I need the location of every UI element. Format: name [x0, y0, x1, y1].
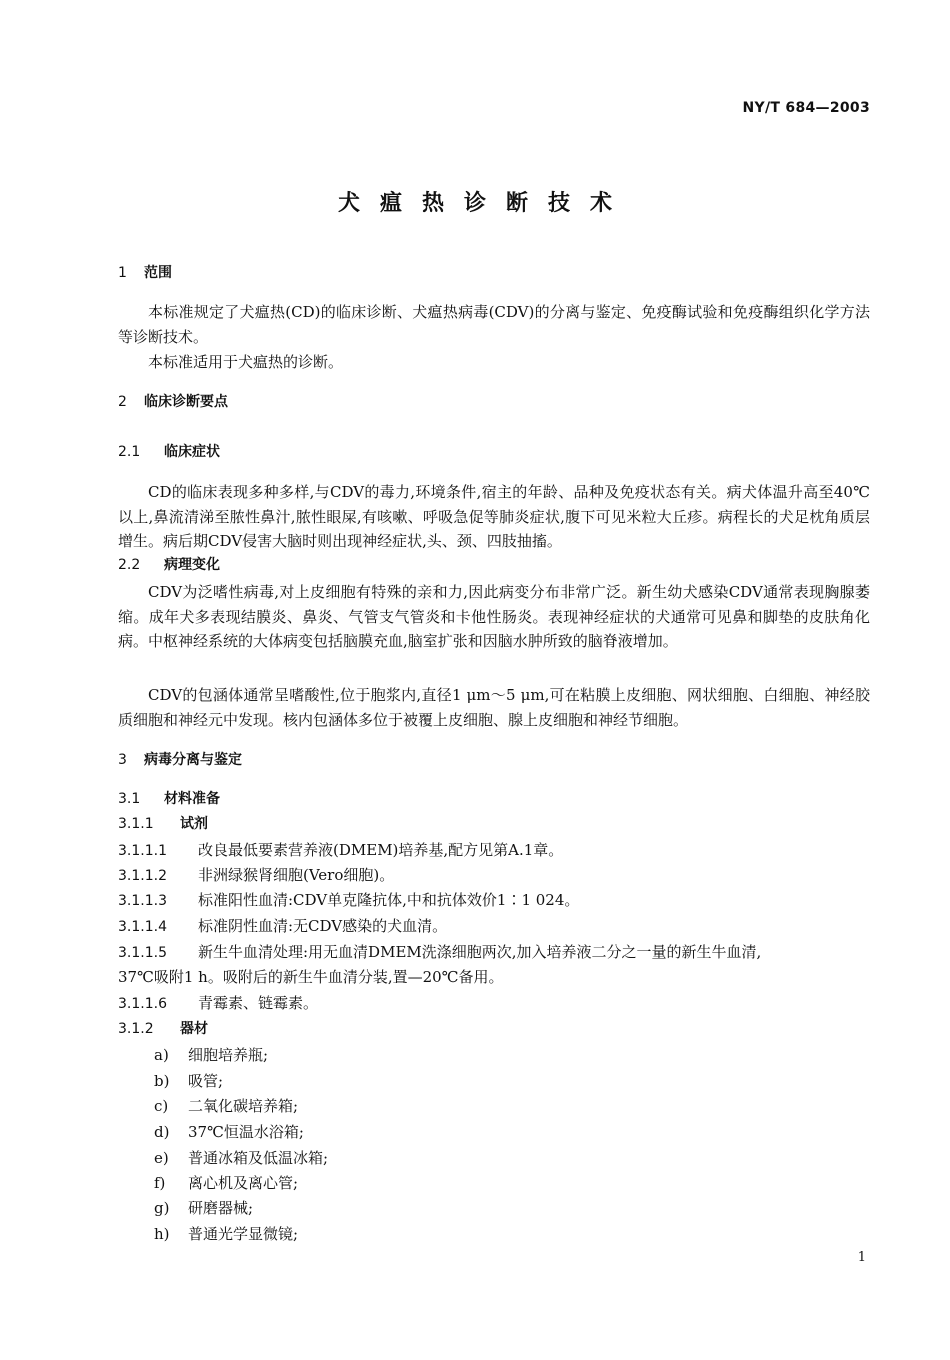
clause-3-1-1-6: 3.1.1.6 青霉素、链霉素。: [118, 994, 319, 1012]
page-number: 1: [857, 1250, 866, 1265]
clause-3-1-1-5: 3.1.1.5 新生牛血清处理:用无血清DMEM洗涤细胞两次,加入培养液二分之一量的新生牛血清,: [118, 943, 762, 961]
paragraph-pathology-1: CDV为泛嗜性病毒,对上皮细胞有特殊的亲和力,因此病变分布非常广泛。新生幼犬感染CDV通常表现胸腺萎缩。成年犬多表现结膜炎、鼻炎、气管支气管炎和卡他性肠炎。表现神经症状的犬通常可见鼻和脚垫的皮肤角化病。中枢神经系统的大体病变包括脑膜充血,脑室扩张和因脑水肿所致的脑脊液增加。: [118, 583, 870, 650]
paragraph-pathology-2: CDV的包涵体通常呈嗜酸性,位于胞浆内,直径1 μm～5 μm,可在粘膜上皮细胞、网状细胞、白细胞、神经胶质细胞和神经元中发现。核内包涵体多位于被覆上皮细胞、腺上皮细胞和神经节细胞。: [118, 686, 870, 729]
list-item: h) 普通光学显微镜;: [154, 1225, 299, 1243]
section-heading-3-1: 3.1 材料准备: [118, 791, 220, 807]
list-item: c) 二氧化碳培养箱;: [154, 1097, 299, 1115]
paragraph-scope-1: 本标准规定了犬瘟热(CD)的临床诊断、犬瘟热病毒(CDV)的分离与鉴定、免疫酶试验和免疫酶组织化学方法等诊断技术。: [118, 303, 870, 346]
list-item: e) 普通冰箱及低温冰箱;: [154, 1149, 329, 1167]
section-heading-2-2: 2.2 病理变化: [118, 557, 220, 573]
section-heading-3: 3 病毒分离与鉴定: [118, 752, 242, 768]
clause-3-1-1-1: 3.1.1.1 改良最低要素营养液(DMEM)培养基,配方见第A.1章。: [118, 841, 564, 859]
section-heading-2-1: 2.1 临床症状: [118, 444, 220, 460]
section-heading-2: 2 临床诊断要点: [118, 394, 228, 410]
paragraph-scope-2: 本标准适用于犬瘟热的诊断。: [148, 353, 344, 371]
list-item: d) 37℃恒温水浴箱;: [154, 1123, 304, 1141]
section-heading-3-1-1: 3.1.1 试剂: [118, 816, 208, 832]
list-item: b) 吸管;: [154, 1072, 224, 1090]
clause-3-1-1-2: 3.1.1.2 非洲绿猴肾细胞(Vero细胞)。: [118, 866, 395, 884]
paragraph-clinical-symptoms: CD的临床表现多种多样,与CDV的毒力,环境条件,宿主的年龄、品种及免疫状态有关。病犬体温升高至40℃以上,鼻流清涕至脓性鼻汁,脓性眼屎,有咳嗽、呼吸急促等肺炎症状,腹下可见米粒大丘疹。病程长的犬足枕角质层增生。病后期CDV侵害大脑时则出现神经症状,头、颈、四肢抽搐。: [118, 483, 870, 550]
list-item: g) 研磨器械;: [154, 1199, 254, 1217]
section-heading-3-1-2: 3.1.2 器材: [118, 1021, 208, 1037]
standard-number: NY/T 684—2003: [742, 100, 870, 116]
clause-3-1-1-4: 3.1.1.4 标准阴性血清:无CDV感染的犬血清。: [118, 917, 448, 935]
list-item: f) 离心机及离心管;: [154, 1174, 299, 1192]
clause-3-1-1-3: 3.1.1.3 标准阳性血清:CDV单克隆抗体,中和抗体效价1∶1 024。: [118, 891, 580, 909]
clause-3-1-1-5-continued: 37℃吸附1 h。吸附后的新生牛血清分装,置—20℃备用。: [118, 968, 504, 986]
section-heading-1: 1 范围: [118, 265, 172, 281]
list-item: a) 细胞培养瓶;: [154, 1046, 269, 1064]
document-title: 犬瘟热诊断技术: [337, 191, 632, 216]
